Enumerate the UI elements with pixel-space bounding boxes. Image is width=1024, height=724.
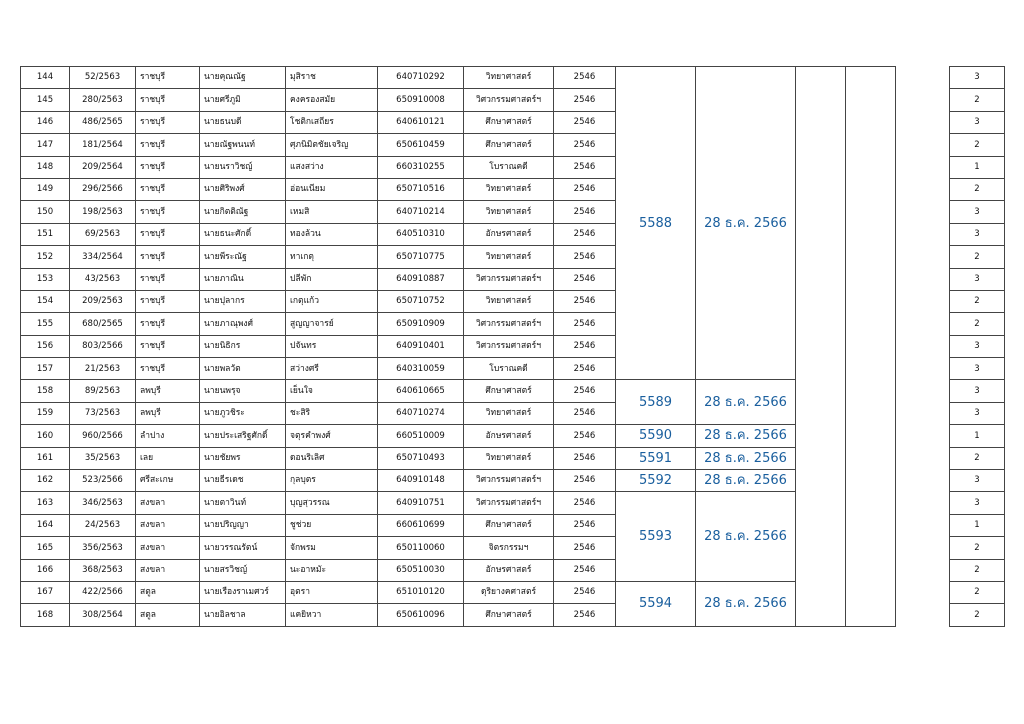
row-number-cell: 146 [21,111,70,133]
faculty-cell: ดุริยางคศาสตร์ [464,581,554,603]
student-id-cell: 640710214 [378,201,464,223]
last-name-cell: จตุรคำพงศ์ [286,425,378,447]
year-cell: 2546 [554,559,616,581]
faculty-cell: ศึกษาศาสตร์ [464,380,554,402]
year-cell: 2546 [554,402,616,424]
year-cell: 2546 [554,470,616,492]
count-cell: 2 [950,178,1005,200]
faculty-cell: วิศวกรรมศาสตร์ฯ [464,89,554,111]
last-name-cell: ดอนริเลิศ [286,447,378,469]
last-name-cell: นะอาหมัะ [286,559,378,581]
reference-cell: 209/2563 [70,290,136,312]
issue-date-cell: 28 ธ.ค. 2566 [696,447,796,469]
student-id-cell: 650710516 [378,178,464,200]
count-cell: 2 [950,313,1005,335]
first-name-cell: นายศรีภูมิ [200,89,286,111]
year-cell: 2546 [554,537,616,559]
row-number-cell: 147 [21,134,70,156]
province-cell: เลย [136,447,200,469]
first-name-cell: นายศิริพงศ์ [200,178,286,200]
first-name-cell: นายนพรุจ [200,380,286,402]
last-name-cell: มุสิราช [286,67,378,89]
reference-cell: 960/2566 [70,425,136,447]
last-name-cell: ชูช่วย [286,514,378,536]
faculty-cell: วิทยาศาสตร์ [464,402,554,424]
issue-date-cell: 28 ธ.ค. 2566 [696,380,796,425]
province-cell: ราชบุรี [136,358,200,380]
last-name-cell: คงครองสมัย [286,89,378,111]
last-name-cell: สูญญาจารย์ [286,313,378,335]
table-row [21,67,1005,89]
first-name-cell: นายชัยพร [200,447,286,469]
reference-cell: 334/2564 [70,246,136,268]
count-cell: 2 [950,447,1005,469]
student-id-cell: 651010120 [378,581,464,603]
count-cell: 3 [950,358,1005,380]
last-name-cell: จักพรม [286,537,378,559]
first-name-cell: นายตาวินท์ [200,492,286,514]
last-name-cell: บุญสุวรรณ [286,492,378,514]
faculty-cell: วิศวกรรมศาสตร์ฯ [464,268,554,290]
row-number-cell: 144 [21,67,70,89]
province-cell: สงขลา [136,559,200,581]
faculty-cell: วิทยาศาสตร์ [464,178,554,200]
first-name-cell: นายนราวิชญ์ [200,156,286,178]
first-name-cell: นายนิธิกร [200,335,286,357]
last-name-cell: ชะสิริ [286,402,378,424]
reference-cell: 296/2566 [70,178,136,200]
reference-cell: 523/2566 [70,470,136,492]
student-id-cell: 640910401 [378,335,464,357]
issue-date-cell: 28 ธ.ค. 2566 [696,581,796,626]
reference-cell: 43/2563 [70,268,136,290]
faculty-cell: วิทยาศาสตร์ [464,447,554,469]
province-cell: ราชบุรี [136,134,200,156]
province-cell: ราชบุรี [136,178,200,200]
year-cell: 2546 [554,604,616,626]
book-number-cell: 5589 [616,380,696,425]
faculty-cell: โบราณคดี [464,156,554,178]
reference-cell: 73/2563 [70,402,136,424]
count-cell: 1 [950,514,1005,536]
row-number-cell: 156 [21,335,70,357]
year-cell: 2546 [554,581,616,603]
year-cell: 2546 [554,425,616,447]
student-id-cell: 650510030 [378,559,464,581]
count-cell: 3 [950,111,1005,133]
province-cell: ราชบุรี [136,111,200,133]
count-cell: 3 [950,335,1005,357]
last-name-cell: โชติกเสถียร [286,111,378,133]
last-name-cell: ปลีพัก [286,268,378,290]
blank-column-a [796,67,846,627]
province-cell: ราชบุรี [136,290,200,312]
faculty-cell: ศึกษาศาสตร์ [464,111,554,133]
book-number-cell: 5592 [616,470,696,492]
row-number-cell: 164 [21,514,70,536]
count-cell: 3 [950,402,1005,424]
year-cell: 2546 [554,514,616,536]
last-name-cell: กุลบุตร [286,470,378,492]
first-name-cell: นายวรรณรัตน์ [200,537,286,559]
first-name-cell: นายธีรเดช [200,470,286,492]
first-name-cell: นายเรืองราเมศวร์ [200,581,286,603]
last-name-cell: แคยิหวา [286,604,378,626]
reference-cell: 181/2564 [70,134,136,156]
last-name-cell: แสงสว่าง [286,156,378,178]
student-id-cell: 650610096 [378,604,464,626]
first-name-cell: นายประเสริฐศักดิ์ [200,425,286,447]
reference-cell: 280/2563 [70,89,136,111]
count-cell: 2 [950,537,1005,559]
province-cell: ลำปาง [136,425,200,447]
province-cell: สตูล [136,604,200,626]
first-name-cell: นายพลวัต [200,358,286,380]
issue-date-cell: 28 ธ.ค. 2566 [696,470,796,492]
reference-cell: 346/2563 [70,492,136,514]
faculty-cell: วิทยาศาสตร์ [464,67,554,89]
row-number-cell: 161 [21,447,70,469]
issue-date-cell: 28 ธ.ค. 2566 [696,67,796,380]
column-gap [896,67,950,627]
student-id-cell: 650710493 [378,447,464,469]
count-cell: 3 [950,67,1005,89]
faculty-cell: จิตรกรรมฯ [464,537,554,559]
row-number-cell: 145 [21,89,70,111]
row-number-cell: 167 [21,581,70,603]
year-cell: 2546 [554,89,616,111]
year-cell: 2546 [554,246,616,268]
province-cell: ราชบุรี [136,313,200,335]
last-name-cell: ทองล้วน [286,223,378,245]
student-id-cell: 650910909 [378,313,464,335]
reference-cell: 803/2566 [70,335,136,357]
count-cell: 2 [950,581,1005,603]
province-cell: สงขลา [136,514,200,536]
first-name-cell: นายอิลชาล [200,604,286,626]
faculty-cell: ศึกษาศาสตร์ [464,604,554,626]
year-cell: 2546 [554,156,616,178]
row-number-cell: 160 [21,425,70,447]
first-name-cell: นายภูวชิระ [200,402,286,424]
first-name-cell: นายธนบดี [200,111,286,133]
row-number-cell: 149 [21,178,70,200]
first-name-cell: นายคุณณัฐ [200,67,286,89]
province-cell: ราชบุรี [136,335,200,357]
row-number-cell: 165 [21,537,70,559]
count-cell: 3 [950,380,1005,402]
student-id-cell: 650110060 [378,537,464,559]
last-name-cell: ศุภนิมิตชัยเจริญ [286,134,378,156]
book-number-cell: 5594 [616,581,696,626]
row-number-cell: 159 [21,402,70,424]
row-number-cell: 153 [21,268,70,290]
count-cell: 3 [950,201,1005,223]
student-id-cell: 640710292 [378,67,464,89]
row-number-cell: 155 [21,313,70,335]
student-id-cell: 640910887 [378,268,464,290]
year-cell: 2546 [554,134,616,156]
first-name-cell: นายปุลากร [200,290,286,312]
faculty-cell: ศึกษาศาสตร์ [464,134,554,156]
count-cell: 2 [950,246,1005,268]
last-name-cell: สว่างศรี [286,358,378,380]
province-cell: สงขลา [136,492,200,514]
year-cell: 2546 [554,201,616,223]
student-id-cell: 640910751 [378,492,464,514]
faculty-cell: อักษรศาสตร์ [464,223,554,245]
reference-cell: 198/2563 [70,201,136,223]
count-cell: 3 [950,223,1005,245]
blank-column-b [846,67,896,627]
record-table-container [20,66,1005,627]
year-cell: 2546 [554,335,616,357]
last-name-cell: เกตุแก้ว [286,290,378,312]
student-id-cell: 640310059 [378,358,464,380]
issue-date-cell: 28 ธ.ค. 2566 [696,425,796,447]
reference-cell: 486/2565 [70,111,136,133]
count-cell: 2 [950,89,1005,111]
province-cell: สตูล [136,581,200,603]
province-cell: ราชบุรี [136,223,200,245]
province-cell: ราชบุรี [136,156,200,178]
reference-cell: 356/2563 [70,537,136,559]
book-number-cell: 5591 [616,447,696,469]
year-cell: 2546 [554,290,616,312]
province-cell: ลพบุรี [136,402,200,424]
student-id-cell: 640710274 [378,402,464,424]
last-name-cell: เย็นใจ [286,380,378,402]
first-name-cell: นายภาณิน [200,268,286,290]
count-cell: 1 [950,156,1005,178]
province-cell: สงขลา [136,537,200,559]
last-name-cell: ปจันทร [286,335,378,357]
row-number-cell: 150 [21,201,70,223]
year-cell: 2546 [554,492,616,514]
province-cell: ราชบุรี [136,201,200,223]
year-cell: 2546 [554,67,616,89]
reference-cell: 680/2565 [70,313,136,335]
year-cell: 2546 [554,358,616,380]
faculty-cell: วิศวกรรมศาสตร์ฯ [464,492,554,514]
year-cell: 2546 [554,223,616,245]
province-cell: ราชบุรี [136,246,200,268]
province-cell: ราชบุรี [136,67,200,89]
book-number-cell: 5593 [616,492,696,582]
year-cell: 2546 [554,313,616,335]
reference-cell: 89/2563 [70,380,136,402]
faculty-cell: ศึกษาศาสตร์ [464,514,554,536]
reference-cell: 35/2563 [70,447,136,469]
student-id-cell: 650610459 [378,134,464,156]
faculty-cell: โบราณคดี [464,358,554,380]
book-number-cell: 5590 [616,425,696,447]
record-table-body [21,67,1005,627]
student-id-cell: 640610665 [378,380,464,402]
reference-cell: 52/2563 [70,67,136,89]
year-cell: 2546 [554,268,616,290]
year-cell: 2546 [554,447,616,469]
count-cell: 2 [950,604,1005,626]
count-cell: 3 [950,268,1005,290]
first-name-cell: นายธนะศักดิ์ [200,223,286,245]
province-cell: ราชบุรี [136,89,200,111]
row-number-cell: 158 [21,380,70,402]
reference-cell: 368/2563 [70,559,136,581]
student-id-cell: 650710775 [378,246,464,268]
issue-date-cell: 28 ธ.ค. 2566 [696,492,796,582]
first-name-cell: นายปริญญา [200,514,286,536]
last-name-cell: เหมสิ [286,201,378,223]
row-number-cell: 152 [21,246,70,268]
count-cell: 2 [950,134,1005,156]
student-id-cell: 640510310 [378,223,464,245]
student-id-cell: 640910148 [378,470,464,492]
first-name-cell: นายณัฐพนนท์ [200,134,286,156]
faculty-cell: วิศวกรรมศาสตร์ฯ [464,313,554,335]
row-number-cell: 157 [21,358,70,380]
last-name-cell: อ่อนเนียม [286,178,378,200]
row-number-cell: 154 [21,290,70,312]
student-id-cell: 640610121 [378,111,464,133]
faculty-cell: วิทยาศาสตร์ [464,246,554,268]
faculty-cell: อักษรศาสตร์ [464,425,554,447]
province-cell: ราชบุรี [136,268,200,290]
province-cell: ศรีสะเกษ [136,470,200,492]
province-cell: ลพบุรี [136,380,200,402]
row-number-cell: 151 [21,223,70,245]
faculty-cell: วิศวกรรมศาสตร์ฯ [464,470,554,492]
row-number-cell: 166 [21,559,70,581]
faculty-cell: วิทยาศาสตร์ [464,290,554,312]
reference-cell: 422/2566 [70,581,136,603]
year-cell: 2546 [554,380,616,402]
student-id-cell: 650910008 [378,89,464,111]
first-name-cell: นายพีระณัฐ [200,246,286,268]
count-cell: 3 [950,492,1005,514]
last-name-cell: ทาเกตุ [286,246,378,268]
student-id-cell: 650710752 [378,290,464,312]
reference-cell: 24/2563 [70,514,136,536]
row-number-cell: 163 [21,492,70,514]
first-name-cell: นายภาณุพงศ์ [200,313,286,335]
reference-cell: 308/2564 [70,604,136,626]
first-name-cell: นายกิตติณัฐ [200,201,286,223]
row-number-cell: 168 [21,604,70,626]
count-cell: 3 [950,470,1005,492]
faculty-cell: วิศวกรรมศาสตร์ฯ [464,335,554,357]
first-name-cell: นายสรวิชญ์ [200,559,286,581]
student-id-cell: 660610699 [378,514,464,536]
last-name-cell: อุตรา [286,581,378,603]
reference-cell: 69/2563 [70,223,136,245]
reference-cell: 209/2564 [70,156,136,178]
record-table [20,66,1005,627]
reference-cell: 21/2563 [70,358,136,380]
student-id-cell: 660510009 [378,425,464,447]
year-cell: 2546 [554,178,616,200]
count-cell: 1 [950,425,1005,447]
faculty-cell: อักษรศาสตร์ [464,559,554,581]
year-cell: 2546 [554,111,616,133]
book-number-cell: 5588 [616,67,696,380]
row-number-cell: 162 [21,470,70,492]
count-cell: 2 [950,290,1005,312]
faculty-cell: วิทยาศาสตร์ [464,201,554,223]
count-cell: 2 [950,559,1005,581]
student-id-cell: 660310255 [378,156,464,178]
row-number-cell: 148 [21,156,70,178]
